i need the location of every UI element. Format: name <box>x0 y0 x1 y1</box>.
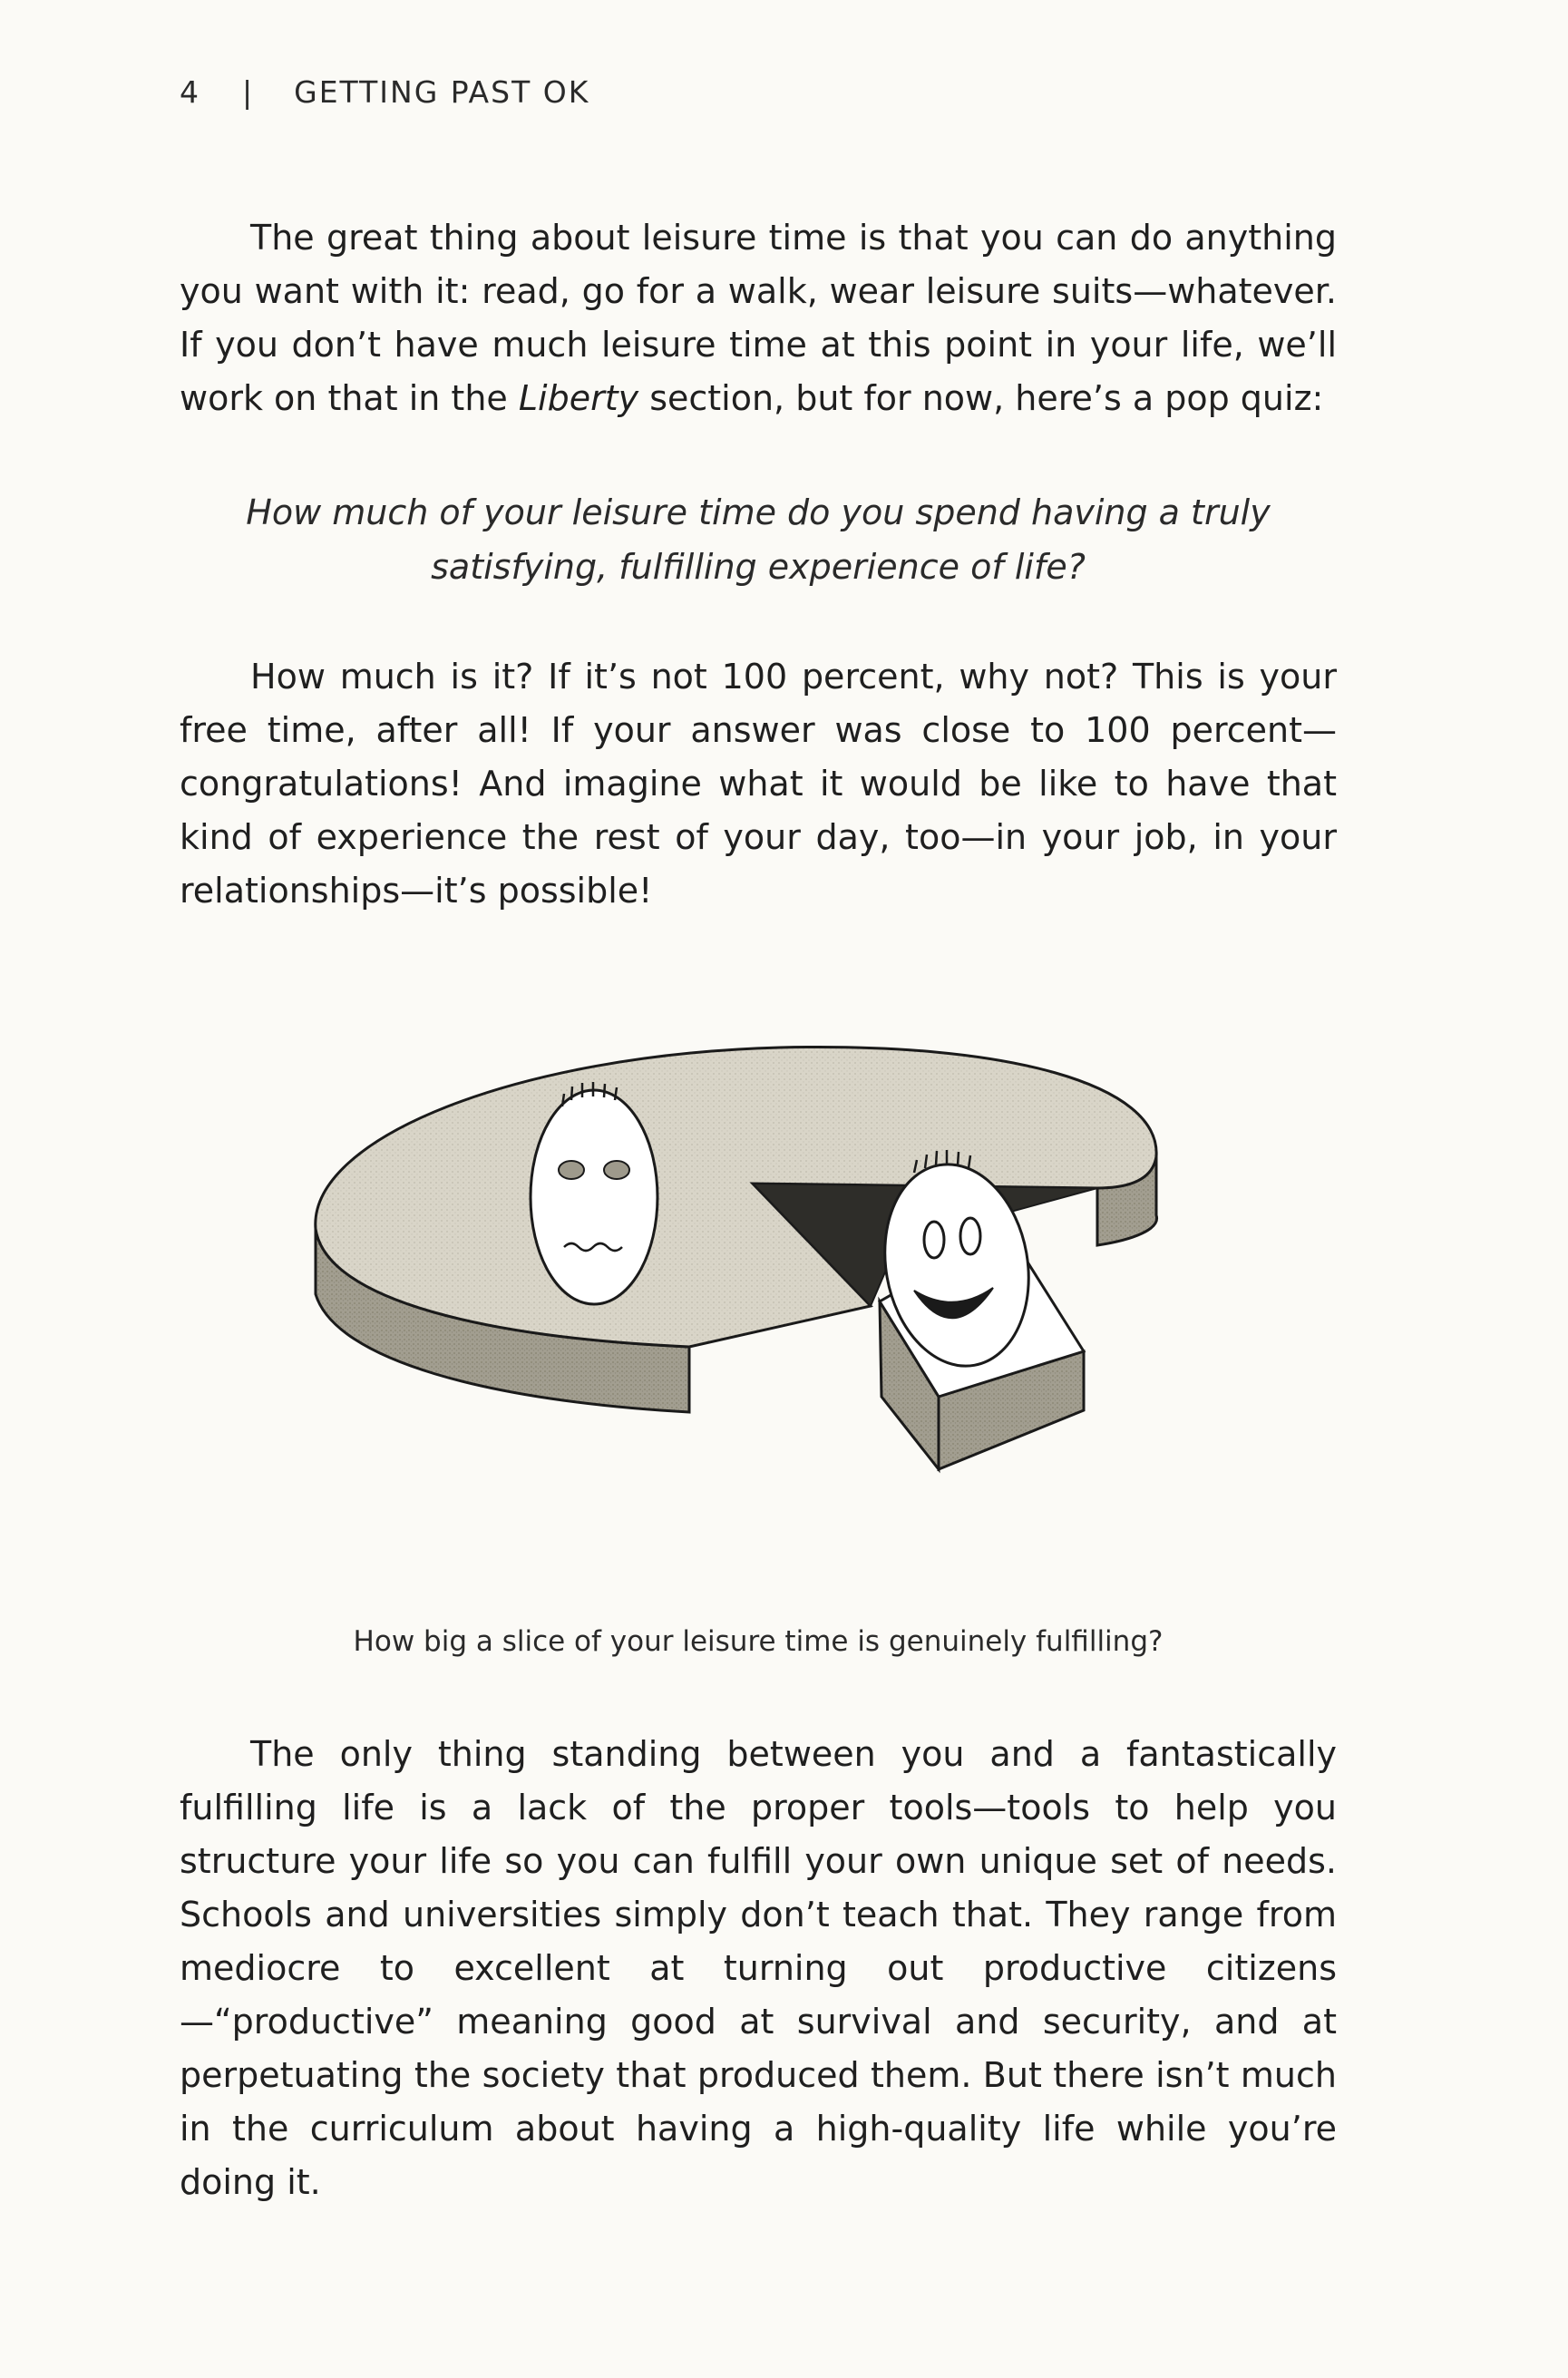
pie-illustration <box>299 1002 1279 1601</box>
paragraph-proper-tools <box>180 1728 1337 2209</box>
running-head <box>180 74 589 110</box>
quiz-line-2: satisfying, fulfilling experience of life? <box>431 547 1086 587</box>
quiz-line-1: How much of your leisure time do you spend having a truly <box>246 492 1271 532</box>
figure-caption: How big a slice of your leisure time is genuinely fulfilling? <box>353 1625 1164 1658</box>
paragraph-text: section, but for now, here’s a pop quiz: <box>638 378 1324 418</box>
paragraph-text: The great thing about leisure time is that you can do anything you want with it: read, go for a walk, wear leisure suits—whatever. If you don’t have much leisure time at this point in your life, we’ll work on that in the <box>180 218 1337 418</box>
paragraph-text: How much is it? If it’s not 100 percent, why not? This is your free time, after all! If your answer was close to 100 percent—congratulations! And imagine what it would be like to have that kind of experience the rest of your day, too—in your job, in your relationships—it’s possible! <box>180 657 1337 911</box>
paragraph-leisure-time <box>180 211 1337 425</box>
pop-quiz-question <box>180 485 1337 594</box>
section-title: GETTING PAST OK <box>294 74 590 110</box>
liberty-emphasis: Liberty <box>518 378 639 418</box>
paragraph-text: The only thing standing between you and a fantastically fulfilling life is a lack of the proper tools—tools to help you structure your life so you can fulfill your own unique set of needs. Schools and universities simply don’t teach that. They range from mediocre to excellent at turning out productive citizens—“productive” meaning good at survival and security, and at perpetuating the society that produced them. But there isn’t much in the curriculum about having a high-quality life while you’re doing it. <box>180 1734 1337 2202</box>
paragraph-how-much <box>180 650 1337 918</box>
header-separator: | <box>242 74 255 110</box>
page-number: 4 <box>180 74 200 110</box>
